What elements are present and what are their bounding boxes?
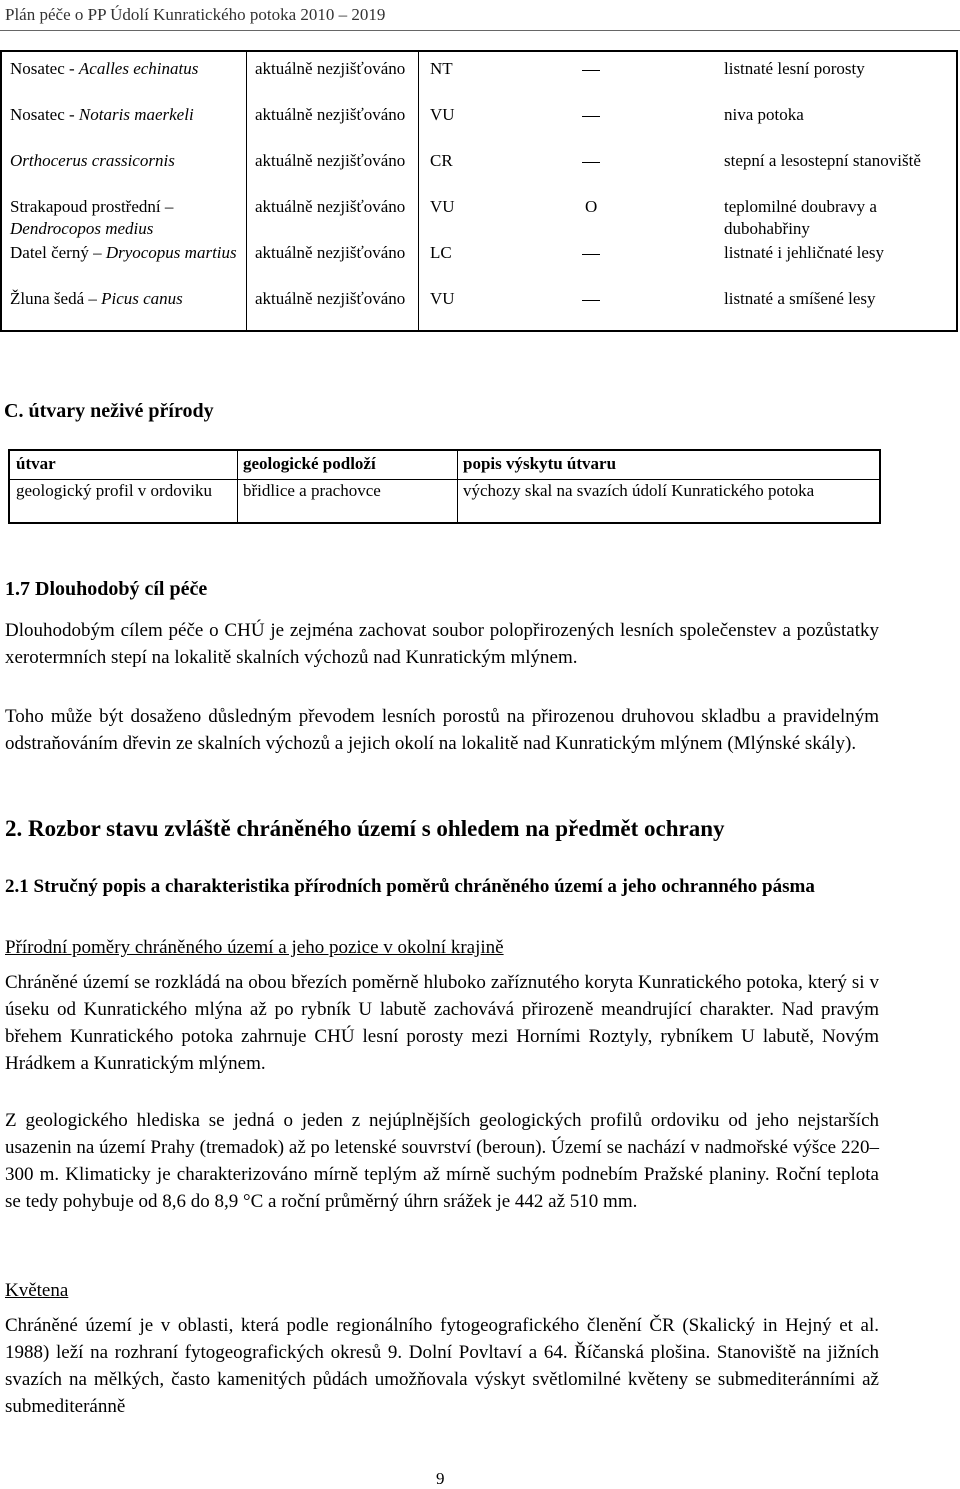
- species-status: aktuálně nezjišťováno: [255, 151, 406, 170]
- species-latin-name: Orthocerus crassicornis: [10, 151, 175, 170]
- section-2-1-heading: 2.1 Stručný popis a charakteristika přírodních poměrů chráněného území a jeho ochranného pásma: [5, 876, 815, 897]
- geology-cell-podlozi: břidlice a prachovce: [243, 481, 381, 500]
- species-row: [2, 288, 956, 334]
- species-row: [2, 242, 956, 288]
- geology-cell-utvar: geologický profil v ordoviku: [16, 481, 212, 500]
- species-status: aktuálně nezjišťováno: [255, 59, 406, 78]
- species-common-name: Nosatec -: [10, 105, 79, 124]
- page-number: 9: [436, 1469, 445, 1488]
- section-1-7-paragraph-2: Toho může být dosaženo důsledným převodem lesních porostů na přirozenou druhovou skladbu a pravidelným odstraňováním dřevin ze skalních výchozů a jejich okolí na lokalitě nad Kunratickým mlýnem (Mlýnské skály).: [5, 706, 879, 754]
- section-2-1-paragraph-2: Z geologického hlediska se jedná o jeden z nejúplnějších geologických profilů ordoviku od jeho nejstarších usazenin na území Prahy (tremadok) až po letenské souvrství (beroun). Území se nachází v nadmořské výšce 220–300 m. Klimaticky je charakterizováno mírně teplým až mírně suchým podnebím Pražské planiny. Roční teplota se tedy pohybuje od 8,6 do 8,9 °C a roční průměrný úhrn srážek je 442 až 510 mm.: [5, 1110, 879, 1212]
- subheading-natural-conditions: Přírodní poměry chráněného území a jeho pozice v okolní krajině: [5, 937, 504, 958]
- dash-mark: [582, 150, 600, 163]
- species-status: aktuálně nezjišťováno: [255, 105, 406, 124]
- species-mark: O: [585, 197, 598, 216]
- species-category: LC: [430, 243, 452, 262]
- species-habitat: listnaté lesní porosty: [724, 59, 865, 78]
- geology-cell-popis: výchozy skal na svazích údolí Kunratického potoka: [463, 481, 815, 500]
- geology-table: [8, 449, 881, 524]
- species-status: aktuálně nezjišťováno: [255, 197, 406, 216]
- species-name: [10, 104, 245, 126]
- dash-mark: [582, 104, 600, 117]
- species-latin-name: Acalles echinatus: [78, 59, 199, 78]
- species-row: [2, 58, 956, 104]
- species-latin-name: Notaris maerkeli: [78, 105, 194, 124]
- dash-mark: [582, 242, 600, 255]
- species-status: aktuálně nezjišťováno: [255, 289, 406, 308]
- geology-header-podlozi: geologické podloží: [243, 454, 376, 473]
- section-2-1-paragraph-3: Chráněné území je v oblasti, která podle regionálního fytogeografického členění ČR (Skalický in Hejný et al. 1988) leží na rozhraní fytogeografických okresů 9. Dolní Povltaví a 64. Říčanská plošina. Stanoviště na jižních svazích na mělkých, často kamenitých půdách umožňovala výskyt světlomilné květeny se submediteránními až submediteránně: [5, 1315, 879, 1417]
- section-1-7-heading: 1.7 Dlouhodobý cíl péče: [5, 578, 208, 600]
- species-status: aktuálně nezjišťováno: [255, 243, 406, 262]
- species-habitat: teplomilné doubravy a dubohabřiny: [724, 197, 877, 238]
- species-name: [10, 288, 245, 310]
- species-latin-name: Dendrocopos medius: [10, 219, 154, 238]
- species-row: [2, 104, 956, 150]
- column-divider: [457, 451, 458, 522]
- section-c-heading: C. útvary neživé přírody: [4, 400, 214, 422]
- species-latin-name: Dryocopus martius: [105, 243, 237, 262]
- species-category: CR: [430, 151, 453, 170]
- species-category: VU: [430, 197, 455, 216]
- species-name: [10, 150, 245, 172]
- dash-mark: [582, 58, 600, 71]
- species-common-name: Datel černý –: [10, 243, 106, 262]
- section-2-heading: 2. Rozbor stavu zvláště chráněného území s ohledem na předmět ochrany: [5, 816, 725, 841]
- species-category: NT: [430, 59, 453, 78]
- species-table: [0, 50, 958, 332]
- species-habitat: niva potoka: [724, 105, 804, 124]
- dash-mark: [582, 288, 600, 301]
- subheading-kvetena: Květena: [5, 1280, 69, 1301]
- section-2-1-paragraph-1: Chráněné území se rozkládá na obou březích poměrně hluboko zaříznutého koryta Kunratického potoka, který si v úseku od Kunratického mlýna až po rybník U labutě zachovává přirozeně meandrující charakter. Nad pravým břehem Kunratického potoka zahrnuje CHÚ lesní porosty mezi Horními Roztyly, rybníkem U labutě, Novým Hrádkem a Kunratickým mlýnem.: [5, 972, 879, 1074]
- species-common-name: Žluna šedá –: [10, 289, 102, 308]
- species-common-name: Strakapoud prostřední –: [10, 197, 174, 216]
- species-habitat: listnaté i jehličnaté lesy: [724, 243, 885, 262]
- column-divider: [237, 451, 238, 522]
- geology-header-popis: popis výskytu útvaru: [463, 454, 617, 473]
- species-category: VU: [430, 105, 455, 124]
- species-latin-name: Picus canus: [101, 289, 183, 308]
- species-habitat: listnaté a smíšené lesy: [724, 289, 876, 308]
- species-row: [2, 150, 956, 196]
- species-name: [10, 58, 245, 80]
- species-category: VU: [430, 289, 455, 308]
- species-common-name: Nosatec -: [10, 59, 79, 78]
- species-habitat: stepní a lesostepní stanoviště: [724, 151, 921, 170]
- species-name: [10, 242, 245, 264]
- header-rule: [0, 30, 960, 31]
- section-1-7-paragraph-1: Dlouhodobým cílem péče o CHÚ je zejména zachovat soubor polopřirozených lesních společenstev a pozůstatky xerotermních stepí na lokalitě skalních výchozů nad Kunratickým mlýnem.: [5, 620, 879, 668]
- species-name: [10, 196, 245, 240]
- geology-header-utvar: útvar: [16, 454, 56, 473]
- page-header: Plán péče o PP Údolí Kunratického potoka 2010 – 2019: [5, 5, 386, 24]
- species-row: [2, 196, 956, 242]
